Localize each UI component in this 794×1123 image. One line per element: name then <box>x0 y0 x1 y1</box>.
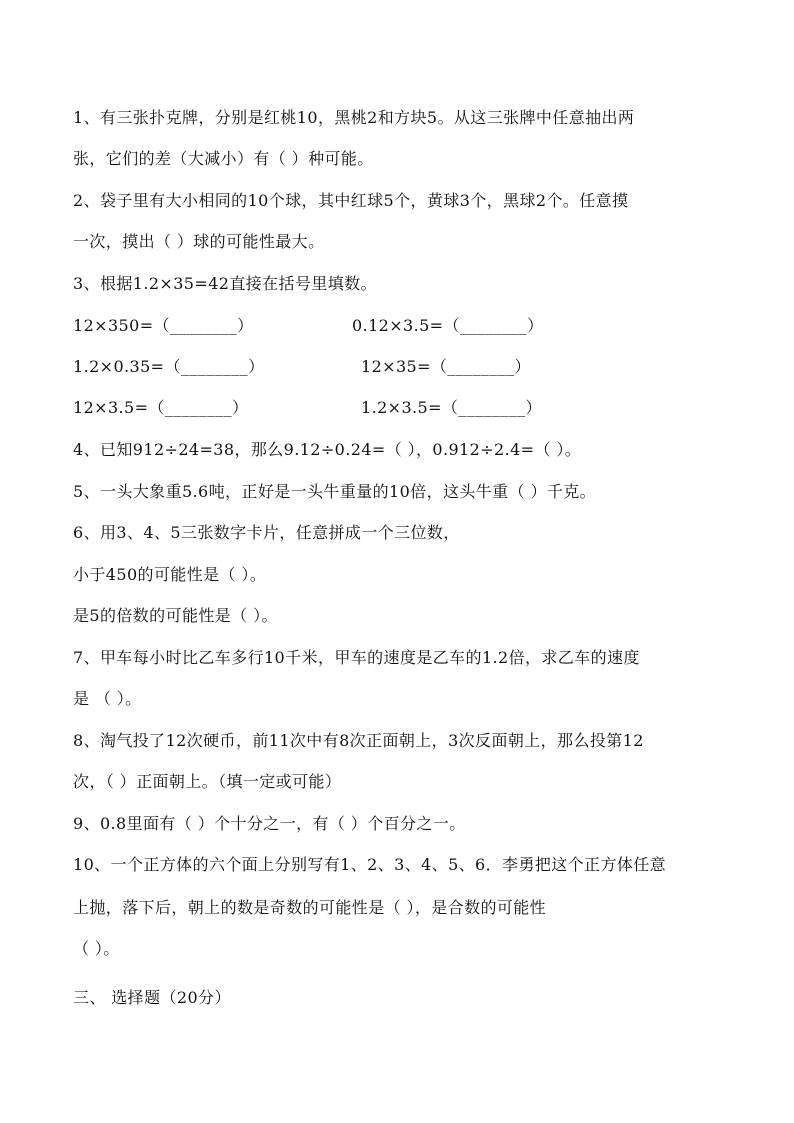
question-8-line-1: 8、淘气投了12次硬币，前11次中有8次正面朝上，3次反面朝上，那么投第12 <box>73 731 644 750</box>
question-3-stem: 3、根据1.2×35=42直接在括号里填数。 <box>73 274 377 293</box>
question-9: 9、0.8里面有（ ）个十分之一，有（ ）个百分之一。 <box>73 814 466 833</box>
question-7-line-1: 7、甲车每小时比乙车多行10千米，甲车的速度是乙车的1.2倍，求乙车的速度 <box>73 648 640 667</box>
question-1-line-2: 张，它们的差（大减小）有（ ）种可能。 <box>73 149 374 168</box>
section-3-heading: 三、 选择题（20分） <box>73 988 231 1007</box>
question-3-item: 1.2×0.35=（________） <box>73 357 265 376</box>
question-1-line-1: 1、有三张扑克牌，分别是红桃10，黑桃2和方块5。从这三张牌中任意抽出两 <box>73 108 635 127</box>
question-6-line-1: 6、用3、4、5三张数字卡片，任意拼成一个三位数， <box>73 523 460 542</box>
question-2-line-2: 一次，摸出（ ）球的可能性最大。 <box>73 232 325 251</box>
question-4: 4、已知912÷24=38，那么9.12÷0.24=（ ），0.912÷2.4=（ ）。 <box>73 440 582 459</box>
question-5: 5、一头大象重5.6吨，正好是一头牛重量的10倍，这头牛重（ ）千克。 <box>73 482 597 501</box>
question-3-item: 1.2×3.5=（________） <box>361 398 542 417</box>
question-3-item: 12×3.5=（________） <box>73 398 249 417</box>
question-3-item: 0.12×3.5=（________） <box>352 316 544 335</box>
question-8-line-2: 次，（ ）正面朝上。（填一定或可能） <box>73 772 342 791</box>
question-3-item: 12×350=（________） <box>73 316 254 335</box>
question-2-line-1: 2、袋子里有大小相同的10个球，其中红球5个，黄球3个，黑球2个。任意摸 <box>73 191 629 210</box>
question-10-line-1: 10、一个正方体的六个面上分别写有1、2、3、4、5、6．李勇把这个正方体任意 <box>73 855 667 874</box>
question-3-item: 12×35=（________） <box>361 357 531 376</box>
question-6-line-2: 小于450的可能性是（ ）。 <box>73 565 267 584</box>
question-10-line-2: 上抛，落下后，朝上的数是奇数的可能性是（ ），是合数的可能性 <box>73 898 547 917</box>
question-7-line-2: 是 （ ）。 <box>73 689 142 708</box>
question-10-line-3: （ ）。 <box>73 939 120 958</box>
question-6-line-3: 是5的倍数的可能性是（ ）。 <box>73 606 278 625</box>
